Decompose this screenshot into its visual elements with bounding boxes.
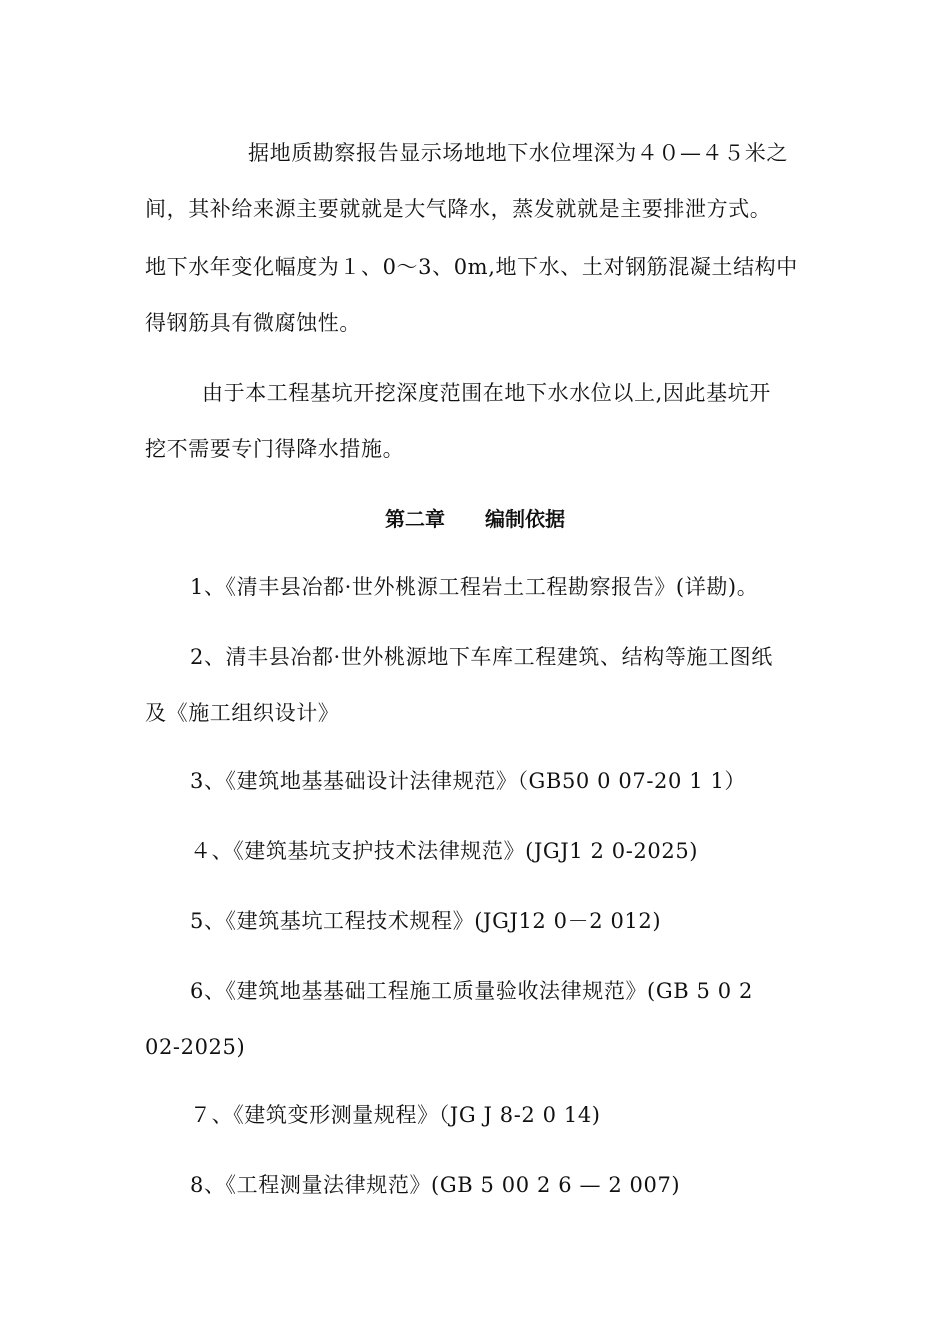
reference-item: 8、《工程测量法律规范》(GB 5 00 2 6 — 2 007) [190, 1173, 681, 1197]
reference-item: ４、《建筑基坑支护技术法律规范》(JGJ1 2 0-2025) [190, 839, 699, 863]
paragraph-line: 得钢筋具有微腐蚀性。 [145, 311, 361, 335]
reference-item: 6、《建筑地基基础工程施工质量验收法律规范》(GB 5 0 2 [190, 979, 753, 1003]
reference-item: 2、清丰县冶都·世外桃源地下车库工程建筑、结构等施工图纸 [190, 645, 773, 669]
paragraph-line: 由于本工程基坑开挖深度范围在地下水水位以上,因此基坑开 [202, 381, 771, 405]
paragraph-line: 据地质勘察报告显示场地地下水位埋深为４０—４５米之 [248, 141, 788, 165]
paragraph-line: 间，其补给来源主要就就是大气降水，蒸发就就是主要排泄方式。 [145, 197, 772, 221]
chapter-title: 第二章 编制依据 [385, 507, 565, 531]
paragraph-line: 挖不需要专门得降水措施。 [145, 437, 405, 461]
reference-item: 5、《建筑基坑工程技术规程》(JGJ12 0－2 012) [190, 909, 662, 933]
reference-item: 1、《清丰县冶都·世外桃源工程岩土工程勘察报告》(详勘)。 [190, 575, 759, 599]
paragraph-line: 地下水年变化幅度为１、0～3、0m,地下水、土对钢筋混凝土结构中 [145, 255, 798, 279]
reference-item: ７、《建筑变形测量规程》（JG J 8-2 0 14) [190, 1103, 601, 1127]
reference-item-continuation: 02-2025) [145, 1035, 246, 1059]
reference-item-continuation: 及《施工组织设计》 [145, 701, 340, 725]
reference-item: 3、《建筑地基基础设计法律规范》（GB50 0 07-20 1 1） [190, 769, 747, 793]
